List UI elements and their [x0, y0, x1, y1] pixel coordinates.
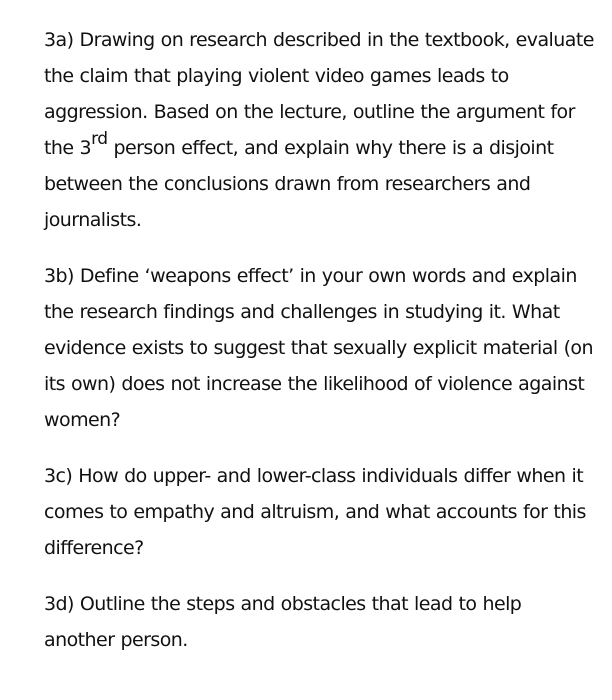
question-3a — [44, 22, 594, 238]
ordinal-superscript: rd — [91, 128, 108, 149]
question-3a-text-end: person effect, and explain why there is a disjoint between the conclusions drawn from researchers and journalists. — [44, 137, 554, 231]
question-3a-text-start: 3a) Drawing on research described in the textbook, evaluate the claim that playing violent video games leads to aggression. Based on the lecture, outline the argument for the 3 — [44, 29, 594, 159]
question-3d: 3d) Outline the steps and obstacles that lead to help another person. — [44, 593, 522, 651]
question-3b: 3b) Define ‘weapons effect’ in your own words and explain the research findings and challenges in studying it. What evidence exists to suggest that sexually explicit material (on its own) does not increase the likelihood of violence against women? — [44, 265, 594, 431]
question-document — [44, 22, 594, 658]
question-3c: 3c) How do upper- and lower-class individuals differ when it comes to empathy and altruism, and what accounts for this difference? — [44, 465, 586, 559]
